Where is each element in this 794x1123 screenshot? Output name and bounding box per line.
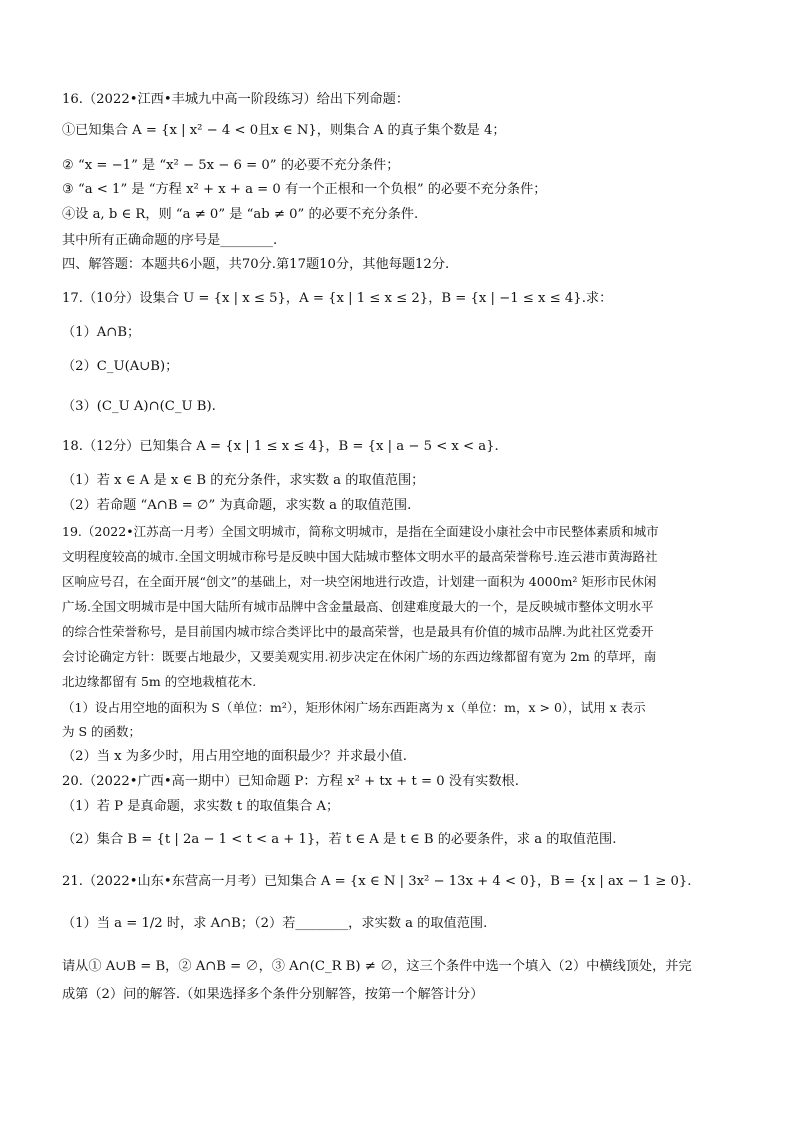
- q21-condition-line-2: 成第（2）问的解答.（如果选择多个条件分别解答，按第一个解答计分）: [62, 987, 484, 1002]
- q19-line-4: 广场.全国文明城市是中国大陆所有城市品牌中含金量最高、创建难度最大的一个，是反映城市整体文明水平: [62, 599, 654, 614]
- section-4-heading: 四、解答题：本题共6小题，共70分.第17题10分，其他每题12分.: [62, 257, 450, 272]
- q17-stem: 17.（10分）设集合 U = {x | x ≤ 5}，A = {x | 1 ≤ x ≤ 2}，B = {x | −1 ≤ x ≤ 4}.求：: [62, 291, 613, 306]
- q19-line-3: 区响应号召，在全面开展“创文”的基础上，对一块空闲地进行改造，计划建一面积为 4000m² 矩形市民休闲: [62, 574, 657, 589]
- q20-sub-1: （1）若 P 是真命题，求实数 t 的取值集合 A；: [62, 799, 340, 814]
- q16-proposition-1: ①已知集合 A = {x | x² − 4 < 0且x ∈ N}，则集合 A 的真子集个数是 4；: [62, 123, 506, 138]
- q18-sub-2: （2）若命题 “A∩B = ∅” 为真命题，求实数 a 的取值范围.: [62, 498, 412, 513]
- q20-stem: 20.（2022•广西•高一期中）已知命题 P：方程 x² + tx + t = 0 没有实数根.: [62, 774, 519, 789]
- q16-proposition-2: ② “x = −1” 是 “x² − 5x − 6 = 0” 的必要不充分条件；: [62, 158, 400, 173]
- q19-sub-1b: 为 S 的函数；: [62, 724, 142, 739]
- q18-sub-1: （1）若 x ∈ A 是 x ∈ B 的充分条件，求实数 a 的取值范围；: [62, 473, 425, 488]
- q21-condition-line-1: 请从① A∪B = B，② A∩B = ∅，③ A∩(C_R B) ≠ ∅，这三个条件中选一个填入（2）中横线顶处，并完: [62, 959, 692, 974]
- q17-sub-3: （3）(C_U A)∩(C_U B).: [62, 399, 216, 414]
- q19-line-5: 的综合性荣誉称号，是目前国内城市综合类评比中的最高荣誉，也是最具有价值的城市品牌.为此社区党委开: [62, 624, 654, 639]
- q16-stem: 16.（2022•江西•丰城九中高一阶段练习）给出下列命题：: [62, 92, 410, 107]
- q19-sub-1a: （1）设占用空地的面积为 S（单位：m²），矩形休闲广场东西距离为 x（单位：m，x > 0），试用 x 表示: [62, 700, 646, 715]
- q17-sub-1: （1）A∩B；: [62, 325, 141, 340]
- q19-line-2: 文明程度较高的城市.全国文明城市称号是反映中国大陆城市整体文明水平的最高荣誉称号.连云港市黄海路社: [62, 549, 658, 564]
- q18-stem: 18.（12分）已知集合 A = {x | 1 ≤ x ≤ 4}，B = {x | a − 5 < x < a}.: [62, 439, 499, 454]
- q20-sub-2: （2）集合 B = {t | 2a − 1 < t < a + 1}，若 t ∈ A 是 t ∈ B 的必要条件，求 a 的取值范围.: [62, 832, 617, 847]
- q19-sub-2: （2）当 x 为多少时，用占用空地的面积最少？并求最小值.: [62, 749, 407, 764]
- q16-proposition-4: ④设 a, b ∈ R，则 “a ≠ 0” 是 “ab ≠ 0” 的必要不充分条件.: [62, 207, 419, 222]
- q21-stem: 21.（2022•山东•东营高一月考）已知集合 A = {x ∈ N | 3x² − 13x + 4 < 0}，B = {x | ax − 1 ≥ 0}.: [62, 874, 692, 889]
- q16-question: 其中所有正确命题的序号是________.: [62, 233, 278, 248]
- q17-sub-2: （2）C_U(A∪B)；: [62, 359, 179, 374]
- q16-proposition-3: ③ “a < 1” 是 “方程 x² + x + a = 0 有一个正根和一个负根” 的必要不充分条件；: [62, 182, 547, 197]
- q21-sub: （1）当 a = 1/2 时，求 A∩B；（2）若________，求实数 a 的取值范围.: [62, 916, 488, 931]
- q19-line-7: 北边缘都留有 5m 的空地栽植花木.: [62, 674, 257, 689]
- q19-line-1: 19.（2022•江苏高一月考）全国文明城市，简称文明城市，是指在全面建设小康社会中市民整体素质和城市: [62, 524, 659, 539]
- q19-line-6: 会讨论确定方针：既要占地最少，又要美观实用.初步决定在休闲广场的东西边缘都留有宽为 2m 的草坪，南: [62, 649, 657, 664]
